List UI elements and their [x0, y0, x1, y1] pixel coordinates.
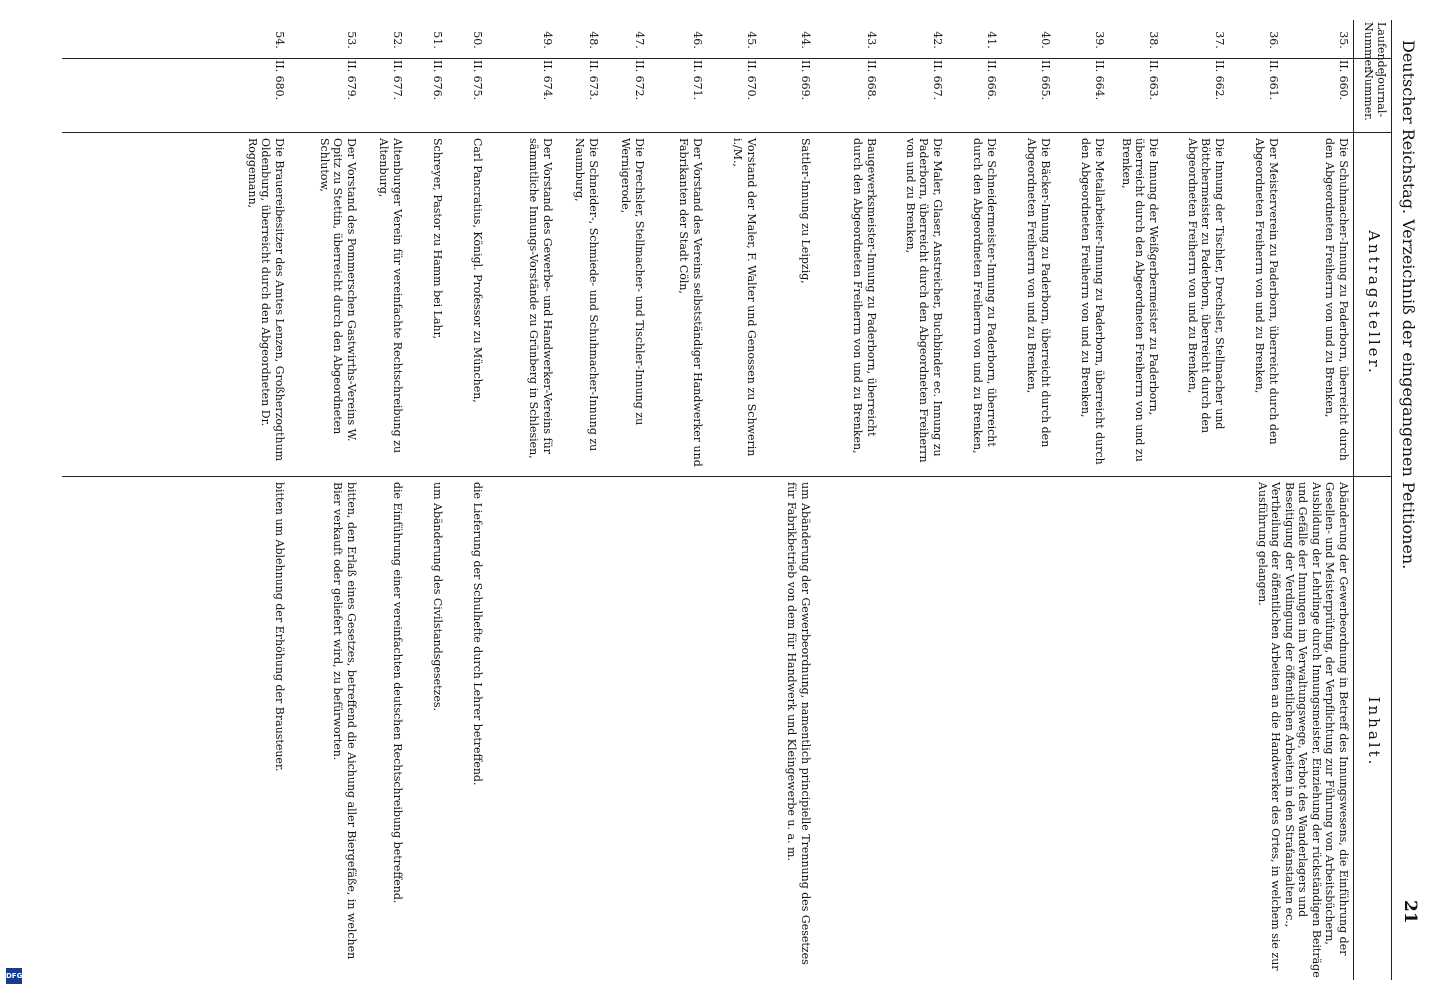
col-content-header: Inhalt. [1365, 696, 1383, 768]
journal-number: II. 666. [985, 60, 998, 101]
petition-row [812, 0, 878, 1000]
petition-row [998, 0, 1052, 1000]
row-number: 36. [1267, 31, 1280, 49]
col-num-label-2: Nummer. [1362, 22, 1375, 74]
journal-number: II. 660. [1337, 60, 1350, 101]
row-number: 50. [471, 31, 484, 49]
petitioner: Altenburger Verein für vereinfachte Rechtschreibung zu Altenburg, [377, 138, 404, 454]
petition-row [1226, 0, 1280, 1000]
content: die Einführung einer vereinfachten deutschen Rechtschreibung betreffend. [391, 482, 404, 904]
petition-row [646, 0, 704, 1000]
journal-number: II. 675. [471, 60, 484, 101]
petition-row [1160, 0, 1226, 1000]
petition-row [758, 0, 812, 1000]
content: bitten um Ablehnung der Erhöhung der Brausteuer. [273, 482, 286, 772]
content: um Abänderung des Civilstandsgesetzes. [431, 482, 444, 712]
petitioner: Schreyer, Pastor zu Hamm bei Lahr, [431, 138, 444, 340]
col-num-header [1362, 22, 1388, 75]
col-petitioners-header: Antragsteller. [1365, 230, 1383, 376]
col-num-label-1: Laufende [1375, 22, 1388, 75]
content: um Abänderung der Gewerbeordnung, namentlich principielle Trennung des Gesetzes für Fabrikbetrieb von dem für Handwerk und Kleingewerbe u. a. m. [785, 482, 812, 965]
row-number: 45. [745, 31, 758, 49]
row-number: 48. [587, 31, 600, 49]
header-rule-bottom [1353, 20, 1354, 980]
row-number: 47. [633, 31, 646, 49]
petition-row [1052, 0, 1106, 1000]
petitioner: Die Schneidermeister-Innung zu Paderborn, überreicht durch den Abgeordneten Freiherrn von und zu Brenken, [971, 138, 998, 454]
petitioner: Der Meisterverein zu Paderborn, überreicht durch den Abgeordneten Freiherrn von und zu Brenken, [1253, 138, 1280, 445]
petitioner: Vorstand der Maler, F. Walter und Genossen zu Schwerin i./M., [731, 138, 758, 457]
petition-row [222, 0, 286, 1000]
petitioner: Die Schneider-, Schmiede- und Schuhmacher-Innung zu Naumburg, [573, 138, 600, 452]
petitioner: Die Drechsler, Stellmacher- und Tischler-Innung zu Wernigerode, [619, 138, 646, 426]
journal-number: II. 670. [745, 60, 758, 101]
row-number: 43. [865, 31, 878, 49]
row-number: 42. [931, 31, 944, 49]
journal-number: II. 671. [691, 60, 704, 101]
journal-number: II. 679. [345, 60, 358, 101]
dfg-logo: DFG [6, 968, 22, 984]
petitioner: Der Vorstand des Pommerschen Gastwirths-Vereins W. Opitz zu Stettin, überreicht durch den Abgeordneten Schlutow, [318, 138, 358, 442]
petitioner: Die Innung der Tischler, Drechsler, Stellmacher und Böttchermeister zu Paderborn, überreicht durch den Abgeordneten Freiherrn von und zu Brenken, [1186, 138, 1226, 434]
row-number: 40. [1039, 31, 1052, 49]
journal-number: II. 680. [273, 60, 286, 101]
row-number: 52. [391, 31, 404, 49]
petitioner: Der Vorstand des Vereins selbstständiger Handwerker und Fabrikanten der Stadt Cöln, [677, 138, 704, 467]
petition-row [286, 0, 358, 1000]
journal-number: II. 674. [541, 60, 554, 101]
journal-number: II. 664. [1093, 60, 1106, 101]
journal-number: II. 672. [633, 60, 646, 101]
petitioner: Die Brauereibesitzer des Amtes Lenzen, Großherzogthum Oldenburg, überreicht durch den Abgeordneten Dr. Roggemann, [246, 138, 286, 462]
journal-number: II. 663. [1147, 60, 1160, 101]
row-number: 44. [799, 31, 812, 49]
petition-row [444, 0, 484, 1000]
row-number: 51. [431, 31, 444, 49]
journal-number: II. 667. [931, 60, 944, 101]
petition-row [878, 0, 944, 1000]
petition-row [554, 0, 600, 1000]
petitioner: Die Innung der Weißgerbermeister zu Paderborn, überreicht durch den Abgeordneten Freiherrn von und zu Brenken, [1120, 138, 1160, 462]
petitioner: Die Maler, Glaser, Anstreicher, Buchbinder ec. Innung zu Paderborn, überreicht durch den Abgeordneten Freiherrn von und zu Brenken, [904, 138, 944, 463]
col-journal-label-2: Nummer. [1362, 69, 1375, 121]
petitioner: Carl Pancratius, Königl. Professor zu München, [471, 138, 484, 403]
petition-row [404, 0, 444, 1000]
petition-row [358, 0, 404, 1000]
petition-row [484, 0, 554, 1000]
row-number: 38. [1147, 31, 1160, 49]
page-number: 21 [1400, 900, 1420, 924]
row-number: 49. [541, 31, 554, 49]
petitioner: Die Bäcker-Innung zu Paderborn, überreicht durch den Abgeordneten Freiherrn von und zu Brenken, [1025, 138, 1052, 448]
col-journal-header [1362, 60, 1388, 130]
content: Abänderung der Gewerbeordnung in Betreff des Innungswesens, die Einführung der Gesellen- und Meisterprüfung, der Verpflichtung zur Führung von Arbeitsbüchern, Ausbildung der Lehrlinge durch Innungsmeister, Einziehung der rückständigen Beiträge und Gefälle der Innungen im Verwaltungswege, Verbot des Wanderlagers und Beseitigung der Verdingung der öffentlichen Arbeiten in den Strafanstalten ec., Vertheilung der öffentlichen Arbeiten an die Handwerker des Ortes, in welchem sie zur Ausführung gelangen. [1256, 482, 1350, 978]
journal-number: II. 668. [865, 60, 878, 101]
header-rule-top [1391, 20, 1392, 980]
petition-row [1106, 0, 1160, 1000]
row-number: 54. [273, 31, 286, 49]
petitioner: Baugewerksmeister-Innung zu Paderborn, überreicht durch den Abgeordneten Freiherrn von und zu Brenken, [851, 138, 878, 454]
journal-number: II. 669. [799, 60, 812, 101]
journal-number: II. 662. [1213, 60, 1226, 101]
row-number: 39. [1093, 31, 1106, 49]
petitioner: Der Vorstand des Gewerbe- und Handwerker-Vereins für sämmtliche Innungs-Vorstände zu Grünberg in Schlesien, [527, 138, 554, 459]
journal-number: II. 673. [587, 60, 600, 101]
petitioner: Die Metallarbeiter-Innung zu Paderborn, überreicht durch den Abgeordneten Freiherrn von und zu Brenken, [1079, 138, 1106, 465]
row-number: 53. [345, 31, 358, 49]
petitioner: Sattler-Innung zu Leipzig, [799, 138, 812, 284]
petition-row [944, 0, 998, 1000]
petition-row [704, 0, 758, 1000]
row-number: 35. [1337, 31, 1350, 49]
row-number: 41. [985, 31, 998, 49]
row-number: 46. [691, 31, 704, 49]
col-journal-label-1: Journal- [1375, 72, 1388, 118]
page-header-left: Deutscher Reichstag. Verzeichniß der eingegangenen Petitionen. [1399, 40, 1418, 570]
row-number: 37. [1213, 31, 1226, 49]
journal-number: II. 665. [1039, 60, 1052, 101]
content: die Lieferung der Schulhefte durch Lehrer betreffend. [471, 482, 484, 786]
petition-row [600, 0, 646, 1000]
journal-number: II. 676. [431, 60, 444, 101]
content: bitten, den Erlaß eines Gesetzes, betreffend die Aichung aller Biergefäße, in welchen Bier verkauft oder geliefert wird, zu befürworten. [331, 482, 358, 960]
journal-number: II. 661. [1267, 60, 1280, 101]
petitioner: Die Schuhmacher-Innung zu Paderborn, überreicht durch den Abgeordneten Freiherrn von und zu Brenken, [1323, 138, 1350, 461]
journal-number: II. 677. [391, 60, 404, 101]
